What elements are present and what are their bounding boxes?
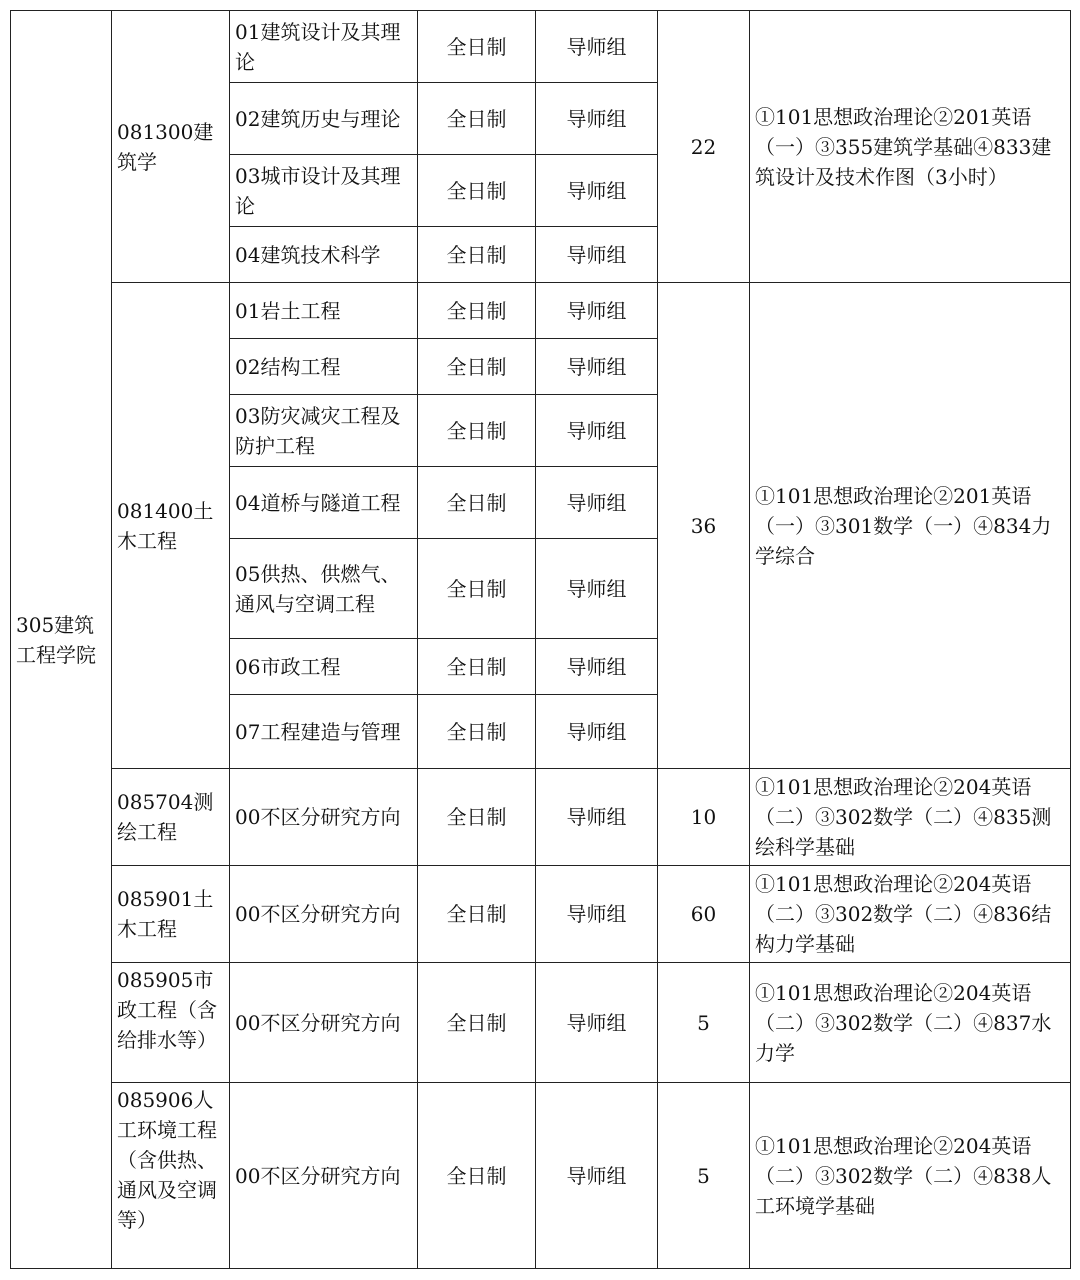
study-mode-cell: 全日制 bbox=[418, 866, 536, 963]
direction-cell: 06市政工程 bbox=[230, 639, 418, 695]
supervisor-cell: 导师组 bbox=[536, 283, 658, 339]
study-mode-cell: 全日制 bbox=[418, 639, 536, 695]
direction-cell: 01岩土工程 bbox=[230, 283, 418, 339]
study-mode-cell: 全日制 bbox=[418, 283, 536, 339]
quota-cell: 36 bbox=[658, 283, 750, 769]
admissions-table bbox=[10, 10, 1071, 1269]
direction-cell: 05供热、供燃气、通风与空调工程 bbox=[230, 539, 418, 639]
study-mode-cell: 全日制 bbox=[418, 11, 536, 83]
major-cell: 081300建筑学 bbox=[112, 11, 230, 283]
quota-cell: 60 bbox=[658, 866, 750, 963]
table-row bbox=[11, 1083, 1071, 1269]
supervisor-cell: 导师组 bbox=[536, 963, 658, 1083]
study-mode-cell: 全日制 bbox=[418, 1083, 536, 1269]
direction-cell: 00不区分研究方向 bbox=[230, 769, 418, 866]
exam-subjects-cell: ①101思想政治理论②201英语（一）③355建筑学基础④833建筑设计及技术作图（3小时） bbox=[750, 11, 1071, 283]
study-mode-cell: 全日制 bbox=[418, 155, 536, 227]
direction-cell: 00不区分研究方向 bbox=[230, 866, 418, 963]
direction-cell: 04建筑技术科学 bbox=[230, 227, 418, 283]
table-row bbox=[11, 11, 1071, 83]
table-row bbox=[11, 769, 1071, 866]
study-mode-cell: 全日制 bbox=[418, 539, 536, 639]
table-row bbox=[11, 866, 1071, 963]
study-mode-cell: 全日制 bbox=[418, 963, 536, 1083]
exam-subjects-cell: ①101思想政治理论②204英语（二）③302数学（二）④838人工环境学基础 bbox=[750, 1083, 1071, 1269]
study-mode-cell: 全日制 bbox=[418, 467, 536, 539]
admissions-table-wrapper bbox=[10, 10, 1070, 1269]
supervisor-cell: 导师组 bbox=[536, 1083, 658, 1269]
college-cell: 305建筑工程学院 bbox=[11, 11, 112, 1269]
exam-subjects-cell: ①101思想政治理论②204英语（二）③302数学（二）④835测绘科学基础 bbox=[750, 769, 1071, 866]
exam-subjects-cell: ①101思想政治理论②204英语（二）③302数学（二）④836结构力学基础 bbox=[750, 866, 1071, 963]
quota-cell: 5 bbox=[658, 963, 750, 1083]
study-mode-cell: 全日制 bbox=[418, 695, 536, 769]
major-cell: 081400土木工程 bbox=[112, 283, 230, 769]
supervisor-cell: 导师组 bbox=[536, 639, 658, 695]
supervisor-cell: 导师组 bbox=[536, 227, 658, 283]
direction-cell: 03城市设计及其理论 bbox=[230, 155, 418, 227]
supervisor-cell: 导师组 bbox=[536, 155, 658, 227]
major-cell: 085704测绘工程 bbox=[112, 769, 230, 866]
quota-cell: 22 bbox=[658, 11, 750, 283]
supervisor-cell: 导师组 bbox=[536, 769, 658, 866]
direction-cell: 02建筑历史与理论 bbox=[230, 83, 418, 155]
major-cell: 085901土木工程 bbox=[112, 866, 230, 963]
direction-cell: 07工程建造与管理 bbox=[230, 695, 418, 769]
exam-subjects-cell: ①101思想政治理论②204英语（二）③302数学（二）④837水力学 bbox=[750, 963, 1071, 1083]
supervisor-cell: 导师组 bbox=[536, 467, 658, 539]
direction-cell: 02结构工程 bbox=[230, 339, 418, 395]
quota-cell: 5 bbox=[658, 1083, 750, 1269]
direction-cell: 01建筑设计及其理论 bbox=[230, 11, 418, 83]
major-cell: 085906人工环境工程（含供热、通风及空调等） bbox=[112, 1083, 230, 1269]
supervisor-cell: 导师组 bbox=[536, 11, 658, 83]
quota-cell: 10 bbox=[658, 769, 750, 866]
supervisor-cell: 导师组 bbox=[536, 539, 658, 639]
supervisor-cell: 导师组 bbox=[536, 339, 658, 395]
table-row bbox=[11, 283, 1071, 339]
supervisor-cell: 导师组 bbox=[536, 866, 658, 963]
direction-cell: 00不区分研究方向 bbox=[230, 963, 418, 1083]
supervisor-cell: 导师组 bbox=[536, 695, 658, 769]
study-mode-cell: 全日制 bbox=[418, 395, 536, 467]
direction-cell: 03防灾减灾工程及防护工程 bbox=[230, 395, 418, 467]
supervisor-cell: 导师组 bbox=[536, 83, 658, 155]
direction-cell: 00不区分研究方向 bbox=[230, 1083, 418, 1269]
major-cell: 085905市政工程（含给排水等） bbox=[112, 963, 230, 1083]
study-mode-cell: 全日制 bbox=[418, 83, 536, 155]
study-mode-cell: 全日制 bbox=[418, 339, 536, 395]
supervisor-cell: 导师组 bbox=[536, 395, 658, 467]
study-mode-cell: 全日制 bbox=[418, 227, 536, 283]
exam-subjects-cell: ①101思想政治理论②201英语（一）③301数学（一）④834力学综合 bbox=[750, 283, 1071, 769]
direction-cell: 04道桥与隧道工程 bbox=[230, 467, 418, 539]
study-mode-cell: 全日制 bbox=[418, 769, 536, 866]
table-row bbox=[11, 963, 1071, 1083]
